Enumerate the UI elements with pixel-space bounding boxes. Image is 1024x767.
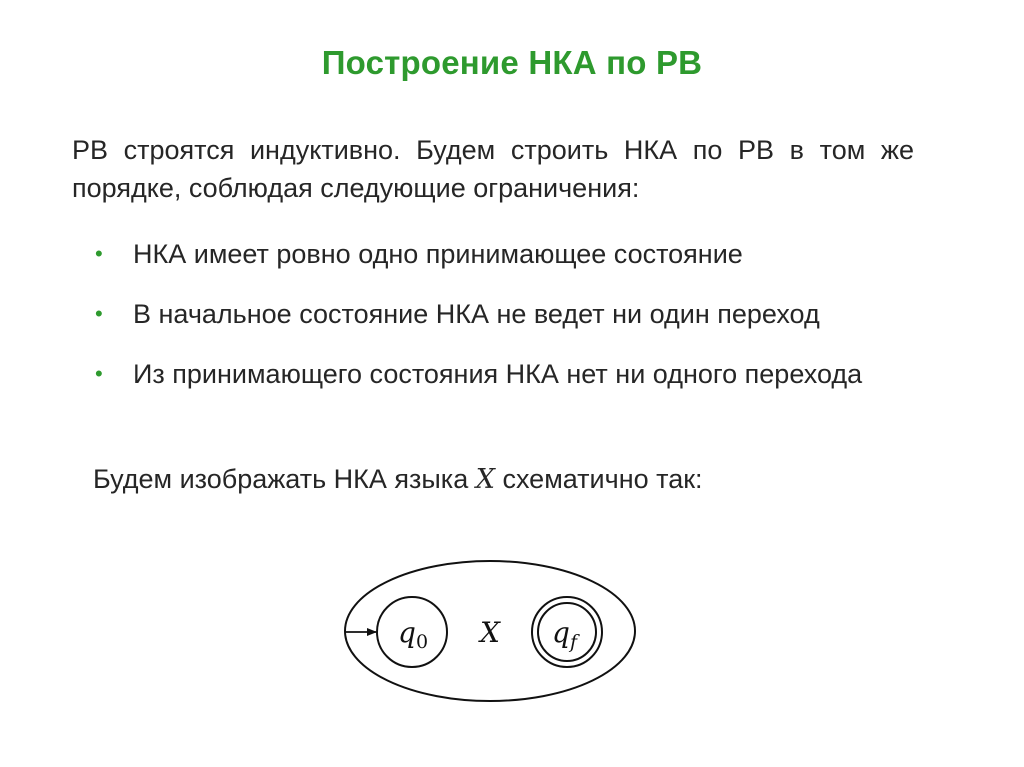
list-item-text: Из принимающего состояния НКА нет ни одного перехода [133, 359, 863, 389]
schema-text-before: Будем изображать НКА языка [93, 464, 469, 494]
schema-caption [93, 461, 703, 498]
constraints-list [95, 236, 931, 392]
language-label: X [480, 616, 500, 649]
intro-paragraph: РВ строятся индуктивно. Будем строить НКА по РВ в том же порядке, соблюдая следующие ограничения: [72, 135, 914, 203]
list-item [95, 296, 931, 332]
schema-variable: X [475, 464, 495, 495]
slide-title: Построение НКА по РВ [321, 44, 703, 81]
nfa-schematic-diagram [330, 556, 650, 706]
bullet-icon: • [95, 301, 103, 326]
bullet-icon: • [95, 241, 103, 266]
bullet-icon: • [95, 361, 103, 386]
list-item-text: НКА имеет ровно одно принимающее состояние [133, 239, 743, 269]
schema-text-after: схематично так: [502, 464, 703, 494]
list-item [95, 356, 931, 392]
final-state-label: $q_f$ [552, 616, 577, 653]
start-state-label: $q_0$ [398, 616, 429, 653]
list-item-text: В начальное состояние НКА не ведет ни один переход [133, 299, 820, 329]
list-item [95, 236, 931, 272]
